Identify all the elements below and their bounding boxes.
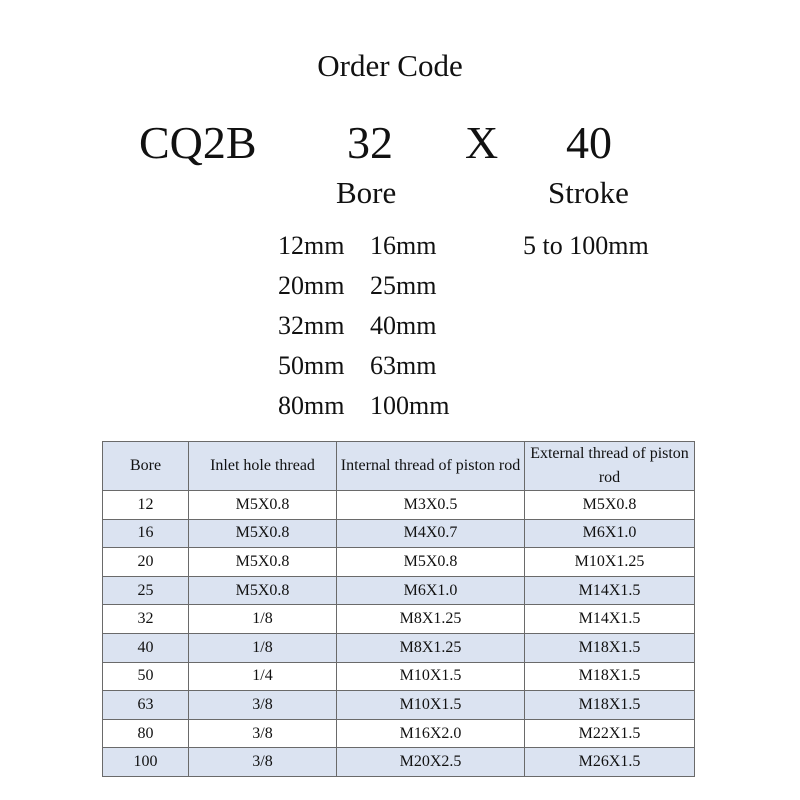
table-cell: 1/8	[189, 633, 337, 662]
table-cell: M14X1.5	[525, 605, 695, 634]
bore-option: 100mm	[370, 391, 450, 420]
column-header-bore: Bore	[103, 442, 189, 491]
bore-option: 40mm	[370, 311, 437, 340]
table-cell: 80	[103, 719, 189, 748]
table-cell: M5X0.8	[337, 548, 525, 577]
bore-option: 12mm	[278, 231, 345, 260]
bore-option: 50mm	[278, 351, 345, 380]
table-cell: M14X1.5	[525, 576, 695, 605]
page-title: Order Code	[317, 48, 463, 83]
table-cell: M10X1.5	[337, 662, 525, 691]
table-cell: 63	[103, 691, 189, 720]
table-cell: M6X1.0	[525, 519, 695, 548]
column-header-internal-thread: Internal thread of piston rod	[337, 442, 525, 491]
table-cell: M5X0.8	[189, 548, 337, 577]
stroke-label: Stroke	[548, 175, 629, 210]
table-cell: M26X1.5	[525, 748, 695, 777]
table-row	[103, 719, 695, 748]
order-code-stroke: 40	[566, 117, 612, 168]
table-row	[103, 576, 695, 605]
bore-option: 25mm	[370, 271, 437, 300]
stroke-range: 5 to 100mm	[523, 231, 649, 260]
table-cell: 3/8	[189, 691, 337, 720]
bore-option: 20mm	[278, 271, 345, 300]
table-cell: 16	[103, 519, 189, 548]
bore-options-list	[278, 226, 449, 426]
table-cell: M4X0.7	[337, 519, 525, 548]
table-cell: 32	[103, 605, 189, 634]
bore-label: Bore	[336, 175, 397, 210]
table-row	[103, 491, 695, 520]
table-cell: M5X0.8	[189, 491, 337, 520]
table-cell: M5X0.8	[189, 519, 337, 548]
table-cell: 50	[103, 662, 189, 691]
table-body	[103, 491, 695, 777]
table-cell: 40	[103, 633, 189, 662]
bore-option-row	[278, 346, 449, 386]
bore-option: 80mm	[278, 391, 345, 420]
bore-option-row	[278, 386, 449, 426]
bore-option: 32mm	[278, 311, 345, 340]
table-cell: M6X1.0	[337, 576, 525, 605]
table-cell: 12	[103, 491, 189, 520]
order-code-series: CQ2B	[139, 117, 257, 168]
table-cell: 3/8	[189, 748, 337, 777]
table-cell: 1/4	[189, 662, 337, 691]
table-cell: 100	[103, 748, 189, 777]
bore-option-row	[278, 266, 449, 306]
table-row	[103, 633, 695, 662]
table-cell: 25	[103, 576, 189, 605]
table-row	[103, 605, 695, 634]
order-code-separator: X	[465, 117, 499, 168]
table-cell: M18X1.5	[525, 691, 695, 720]
bore-option-row	[278, 226, 449, 266]
thread-spec-table	[102, 441, 695, 777]
table-cell: 1/8	[189, 605, 337, 634]
table-cell: M10X1.25	[525, 548, 695, 577]
column-header-external-thread: External thread of piston rod	[525, 442, 695, 491]
table-cell: M20X2.5	[337, 748, 525, 777]
table-row	[103, 662, 695, 691]
table-row	[103, 548, 695, 577]
table-cell: M8X1.25	[337, 605, 525, 634]
table-row	[103, 519, 695, 548]
table-header-row	[103, 442, 695, 491]
table-cell: M5X0.8	[189, 576, 337, 605]
table-cell: M3X0.5	[337, 491, 525, 520]
table-cell: M16X2.0	[337, 719, 525, 748]
table-cell: M18X1.5	[525, 633, 695, 662]
table-cell: M22X1.5	[525, 719, 695, 748]
table-cell: M5X0.8	[525, 491, 695, 520]
bore-option: 16mm	[370, 231, 437, 260]
table-cell: M8X1.25	[337, 633, 525, 662]
table-cell: M18X1.5	[525, 662, 695, 691]
table-row	[103, 748, 695, 777]
bore-option: 63mm	[370, 351, 437, 380]
table-cell: 3/8	[189, 719, 337, 748]
bore-option-row	[278, 306, 449, 346]
column-header-inlet-thread: Inlet hole thread	[189, 442, 337, 491]
table-row	[103, 691, 695, 720]
table-cell: 20	[103, 548, 189, 577]
order-code-bore: 32	[347, 117, 393, 168]
table-cell: M10X1.5	[337, 691, 525, 720]
